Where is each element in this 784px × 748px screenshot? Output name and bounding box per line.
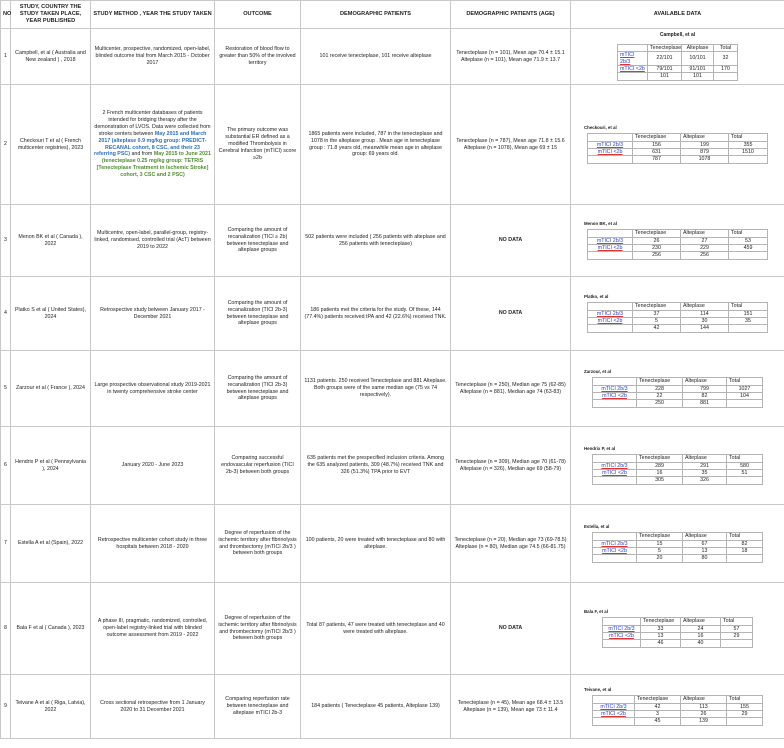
contingency-row xyxy=(588,148,768,155)
age-alteplase: Alteplase (n = 80), Median age 74.5 (66-81.75) xyxy=(455,543,566,550)
contingency-row xyxy=(588,244,768,251)
contingency-corner xyxy=(593,378,637,385)
contingency-total-row xyxy=(588,156,768,163)
contingency-value: 20 xyxy=(637,555,683,562)
contingency-header: Tenecteplase xyxy=(633,303,681,310)
contingency-row xyxy=(588,317,768,324)
contingency-value: 32 xyxy=(714,52,738,66)
contingency-header: Total xyxy=(727,696,763,703)
contingency-header: Alteplase xyxy=(683,378,727,385)
contingency-row xyxy=(593,710,763,717)
header-outcome: OUTCOME xyxy=(215,1,301,29)
contingency-table xyxy=(592,532,763,562)
method-tenecteplase-cohort: May 2015 to June 2021 (tenecteplase 0.25 mg/kg group: TETRIS [Tenecteplase Treatment in Ischemic Stroke] cohort, 3 CSC and 2 PSC) xyxy=(96,151,211,178)
table-row xyxy=(1,351,784,427)
contingency-row-label: mTICI 2b/3 xyxy=(588,310,633,317)
method-cell: Multicentre, open-label, parallel-group, registry-linked, randomised, controlled trial (AcT) between 2019 to 2022 xyxy=(91,205,215,277)
contingency-value xyxy=(588,252,633,259)
available-data-title: Bala F, et al xyxy=(584,609,608,615)
contingency-header-row xyxy=(588,230,768,237)
contingency-header-row xyxy=(588,303,768,310)
contingency-value: 16 xyxy=(637,469,683,476)
method-cell: Retrospective multicenter cohort study in three hospitals between 2018 - 2020 xyxy=(91,505,215,583)
contingency-header: Total xyxy=(727,378,763,385)
outcome-cell: Comparing the amount of recanalization (TICI 2b-3) between tenecteplase and alteplase groups xyxy=(215,277,301,351)
contingency-value: 26 xyxy=(681,710,727,717)
contingency-row xyxy=(593,703,763,710)
method-cell: Large prospective observational study 2019-2021 in twenty comprehensive stroke center xyxy=(91,351,215,427)
contingency-corner xyxy=(588,303,633,310)
header-demographic: DEMOGRAPHIC PATIENTS xyxy=(301,1,451,29)
contingency-value: 291 xyxy=(683,462,727,469)
header-row xyxy=(1,1,784,29)
contingency-value: 155 xyxy=(727,703,763,710)
contingency-value: 27 xyxy=(681,237,729,244)
contingency-value: 250 xyxy=(637,400,683,407)
contingency-value: 289 xyxy=(637,462,683,469)
row-number: 6 xyxy=(1,427,11,505)
contingency-value: 326 xyxy=(683,477,727,484)
contingency-row xyxy=(593,547,763,554)
contingency-value: 787 xyxy=(633,156,681,163)
contingency-value: 24 xyxy=(681,625,721,632)
contingency-header: Tenecteplase xyxy=(633,230,681,237)
contingency-header: Total xyxy=(729,303,768,310)
available-data-cell xyxy=(571,85,784,205)
demographic-cell: 1865 patients were included, 787 in the tenecteplase and 1078 in the alteplase group . Mean age in tenecteplase group : 71.8 years old, meanwhile mean age in alteplase group: 69 years old. xyxy=(301,85,451,205)
contingency-value: 631 xyxy=(633,148,681,155)
contingency-row-label: mTICI <2b xyxy=(593,392,637,399)
contingency-value xyxy=(729,325,768,332)
contingency-value: 13 xyxy=(641,632,681,639)
outcome-cell: Comparing successful endovascular reperfusion (TICI 2b-3) between both groups xyxy=(215,427,301,505)
contingency-value: 42 xyxy=(635,703,681,710)
contingency-value: 139 xyxy=(681,718,727,725)
contingency-header-row xyxy=(593,378,763,385)
contingency-row xyxy=(593,469,763,476)
contingency-header: Total xyxy=(729,134,768,141)
outcome-cell: The primary outcome was substantial ER defined as a modified Thrombolysis in Cerebral Infarction (mTICI) score ≥2b xyxy=(215,85,301,205)
contingency-value: 580 xyxy=(727,462,763,469)
contingency-value: 15 xyxy=(637,540,683,547)
contingency-row xyxy=(593,385,763,392)
contingency-value: 256 xyxy=(633,252,681,259)
contingency-total-row xyxy=(603,640,753,647)
contingency-value: 104 xyxy=(727,392,763,399)
contingency-value: 256 xyxy=(681,252,729,259)
contingency-value: 67 xyxy=(683,540,727,547)
contingency-value: 37 xyxy=(633,310,681,317)
contingency-value: 799 xyxy=(683,385,727,392)
contingency-row xyxy=(603,632,753,639)
contingency-value: 16 xyxy=(681,632,721,639)
contingency-row-label: mTICI 2b/3 xyxy=(603,625,641,632)
contingency-value xyxy=(593,718,635,725)
contingency-value: 1027 xyxy=(727,385,763,392)
contingency-value xyxy=(714,73,738,80)
contingency-total-row xyxy=(618,73,738,80)
table-row xyxy=(1,29,784,85)
contingency-value: 5 xyxy=(633,317,681,324)
contingency-value: 33 xyxy=(641,625,681,632)
available-data-cell xyxy=(571,29,784,85)
age-cell xyxy=(451,427,571,505)
age-cell xyxy=(451,351,571,427)
method-cell: January 2020 - June 2023 xyxy=(91,427,215,505)
header-demographic-age: DEMOGRAPHIC PATIENTS (AGE) xyxy=(451,1,571,29)
row-number: 7 xyxy=(1,505,11,583)
contingency-header-row xyxy=(618,44,738,51)
row-number: 5 xyxy=(1,351,11,427)
contingency-row xyxy=(618,65,738,72)
row-number: 8 xyxy=(1,583,11,675)
available-data-title: Estella, et al xyxy=(584,524,610,530)
contingency-value xyxy=(727,400,763,407)
contingency-header-row xyxy=(593,455,763,462)
study-cell: Platko S et al ( United States), 2024 xyxy=(11,277,91,351)
contingency-value: 228 xyxy=(637,385,683,392)
available-data-title: Hendrix P, et al xyxy=(584,446,616,452)
age-tenecteplase: Tenecteplase (n = 20), Median age 73 (69-78.5) xyxy=(454,536,567,543)
contingency-header: Tenecteplase xyxy=(641,618,681,625)
contingency-header: Tenecteplase xyxy=(637,533,683,540)
contingency-value: 156 xyxy=(633,141,681,148)
contingency-value: 144 xyxy=(681,325,729,332)
contingency-value xyxy=(729,156,768,163)
age-no-data: NO DATA xyxy=(451,583,571,675)
contingency-header: Total xyxy=(729,230,768,237)
contingency-header: Tenecteplase xyxy=(648,44,682,51)
table-row xyxy=(1,277,784,351)
contingency-value: 51 xyxy=(727,469,763,476)
available-data-cell xyxy=(571,505,784,583)
contingency-table xyxy=(592,454,763,484)
header-no: NO xyxy=(1,1,11,29)
age-cell xyxy=(451,675,571,739)
available-data-cell xyxy=(571,277,784,351)
contingency-value: 3 xyxy=(635,710,681,717)
row-number: 9 xyxy=(1,675,11,739)
contingency-corner xyxy=(618,44,648,51)
contingency-row-label: mTICI <2b xyxy=(618,65,648,72)
contingency-value: 26 xyxy=(633,237,681,244)
contingency-value xyxy=(593,477,637,484)
method-cell: A phase III, pragmatic, randomized, controlled, open-label registry-linked trial with blinded outcome assessment from 2019 - 2022 xyxy=(91,583,215,675)
contingency-value: 40 xyxy=(681,640,721,647)
available-data-cell xyxy=(571,675,784,739)
study-cell: Bala F et al ( Canada ), 2023 xyxy=(11,583,91,675)
contingency-value xyxy=(727,718,763,725)
contingency-value: 79/101 xyxy=(648,65,682,72)
contingency-total-row xyxy=(593,718,763,725)
contingency-row xyxy=(588,237,768,244)
contingency-value: 230 xyxy=(633,244,681,251)
method-text: 2 French multicenter databases of patients intended for bridging therapy after the demonstration of LVOS. Data were collected from stroke centers between xyxy=(94,110,211,137)
contingency-row-label: mTICI 2b/3 xyxy=(593,540,637,547)
contingency-value xyxy=(729,252,768,259)
available-data-title: Platko, et al xyxy=(584,294,609,300)
contingency-header: Alteplase xyxy=(683,455,727,462)
contingency-value: 18 xyxy=(727,547,763,554)
contingency-corner xyxy=(593,533,637,540)
demographic-cell: 100 patients, 20 were treated with tenecteplase and 80 with alteplase. xyxy=(301,505,451,583)
demographic-cell: 184 patients ( Tenecteplase 45 patients, Alteplase 139) xyxy=(301,675,451,739)
header-available-data: AVAILABLE DATA xyxy=(571,1,784,29)
contingency-row-label: mTICI <2b xyxy=(593,710,635,717)
row-number: 2 xyxy=(1,85,11,205)
contingency-header: Alteplase xyxy=(681,134,729,141)
study-cell: Hendrix P et al ( Pennsylvania ), 2024 xyxy=(11,427,91,505)
study-cell: Teivane A et al ( Riga, Latvia), 2022 xyxy=(11,675,91,739)
age-tenecteplase: Tenecteplase (n = 309), Median age 70 (61-78) xyxy=(455,458,566,465)
age-tenecteplase: Tenecteplase (n = 101), Mean age 70.4 ± 15.1 xyxy=(456,49,565,56)
contingency-header: Alteplase xyxy=(681,303,729,310)
contingency-value: 82 xyxy=(727,540,763,547)
age-tenecteplase: Tenecteplase (n = 45), Mean age 68.4 ± 13.5 xyxy=(457,699,564,706)
study-cell: Menon BK et al ( Canada ), 2022 xyxy=(11,205,91,277)
age-cell xyxy=(451,505,571,583)
contingency-corner xyxy=(593,455,637,462)
contingency-total-row xyxy=(593,400,763,407)
contingency-header: Total xyxy=(727,533,763,540)
header-method: STUDY METHOD , YEAR THE STUDY TAKEN xyxy=(91,1,215,29)
contingency-value: 35 xyxy=(729,317,768,324)
contingency-value: 101 xyxy=(648,73,682,80)
age-cell xyxy=(451,85,571,205)
method-cell: Cross sectional retrospective from 1 January 2020 to 31 December 2021 xyxy=(91,675,215,739)
demographic-cell: 635 patients met the prespecified inclusion criteria. Among the 635 analyzed patients, 309 (48.7%) received TNK and 326 (51.3%) TPA prior to EVT xyxy=(301,427,451,505)
contingency-corner xyxy=(603,618,641,625)
contingency-table xyxy=(587,133,768,163)
contingency-corner xyxy=(588,230,633,237)
method-text: and from xyxy=(129,151,154,158)
contingency-corner xyxy=(593,696,635,703)
age-alteplase: Alteplase (n = 1078), Mean age 69 ± 15 xyxy=(463,144,558,151)
contingency-value: 46 xyxy=(641,640,681,647)
contingency-value: 114 xyxy=(681,310,729,317)
contingency-value: 879 xyxy=(681,148,729,155)
contingency-value: 5 xyxy=(637,547,683,554)
demographic-cell: 101 receive tenecteplase, 101 receive alteplase xyxy=(301,29,451,85)
contingency-value: 101 xyxy=(682,73,714,80)
study-cell: Estella A et al (Spain), 2022 xyxy=(11,505,91,583)
contingency-row-label: mTICI <2b xyxy=(588,148,633,155)
method-cell: Multicenter, prospective, randomized, open-label, blinded outcome trial from March 2015 - October 2017 xyxy=(91,29,215,85)
contingency-value xyxy=(727,477,763,484)
table-row xyxy=(1,675,784,739)
contingency-header-row xyxy=(593,696,763,703)
contingency-header: Total xyxy=(727,455,763,462)
age-no-data: NO DATA xyxy=(451,205,571,277)
contingency-value: 170 xyxy=(714,65,738,72)
contingency-header-row xyxy=(593,533,763,540)
contingency-header: Total xyxy=(721,618,753,625)
contingency-value: 22/101 xyxy=(648,52,682,66)
contingency-row xyxy=(593,392,763,399)
contingency-header: Tenecteplase xyxy=(633,134,681,141)
contingency-total-row xyxy=(593,477,763,484)
contingency-value: 42 xyxy=(633,325,681,332)
contingency-corner xyxy=(588,134,633,141)
outcome-cell: Comparing the amount of recanalization (TICI 2b-3) between tenecteplase and alteplase groups xyxy=(215,351,301,427)
contingency-row xyxy=(588,141,768,148)
contingency-header: Alteplase xyxy=(681,696,727,703)
table-row xyxy=(1,205,784,277)
contingency-row-label: mTICI <2b xyxy=(588,244,633,251)
contingency-value: 459 xyxy=(729,244,768,251)
study-cell: Checkouri T et al ( French multicenter registries), 2023 xyxy=(11,85,91,205)
contingency-value: 29 xyxy=(727,710,763,717)
contingency-value xyxy=(618,73,648,80)
contingency-total-row xyxy=(593,555,763,562)
contingency-table xyxy=(602,617,753,647)
contingency-header-row xyxy=(603,618,753,625)
contingency-value xyxy=(588,156,633,163)
contingency-total-row xyxy=(588,252,768,259)
contingency-value: 53 xyxy=(729,237,768,244)
contingency-header: Total xyxy=(714,44,738,51)
demographic-cell: 186 patients met the criteria for the study. Of these, 144 (77.4%) patients received tPA and 42 (22.6%) received TNK. xyxy=(301,277,451,351)
available-data-cell xyxy=(571,583,784,675)
contingency-row xyxy=(593,540,763,547)
study-cell: Zarzour et al ( France ), 2024 xyxy=(11,351,91,427)
outcome-cell: Restoration of blood flow to greater than 50% of the involved territory xyxy=(215,29,301,85)
table-row xyxy=(1,427,784,505)
contingency-header: Alteplase xyxy=(683,533,727,540)
available-data-title: Campbell, et al xyxy=(659,32,696,39)
table-row xyxy=(1,583,784,675)
contingency-value: 35 xyxy=(683,469,727,476)
demographic-cell: 1131 patients. 250 received Tenecteplase and 881 Alteplase. Both groups were of the same median age (75 vs 74 respectively). xyxy=(301,351,451,427)
contingency-value: 355 xyxy=(729,141,768,148)
contingency-value: 57 xyxy=(721,625,753,632)
contingency-value: 91/101 xyxy=(682,65,714,72)
contingency-header-row xyxy=(588,134,768,141)
contingency-value: 113 xyxy=(681,703,727,710)
study-cell: Campbell, et al ( Australia and New zealand ) , 2018 xyxy=(11,29,91,85)
contingency-row-label: mTICI 2b/3 xyxy=(593,703,635,710)
age-no-data: NO DATA xyxy=(451,277,571,351)
contingency-header: Tenecteplase xyxy=(637,455,683,462)
row-number: 3 xyxy=(1,205,11,277)
method-alteplase-cohort: May 2015 and March 2017 (alteplase 0.9 mg/kg group: PREDICT-RECANAL cohort, 8 CSC, and their 23 referring PSC) xyxy=(94,130,207,158)
contingency-table xyxy=(592,377,763,407)
age-cell xyxy=(451,29,571,85)
table-row xyxy=(1,505,784,583)
contingency-value xyxy=(593,555,637,562)
contingency-total-row xyxy=(588,325,768,332)
contingency-row xyxy=(618,52,738,66)
demographic-cell: 502 patients were included ( 256 patients with alteplase and 256 patients with tenecteplase) xyxy=(301,205,451,277)
method-cell: Retrospective study between January 2017 - December 2021 xyxy=(91,277,215,351)
contingency-value xyxy=(588,325,633,332)
age-alteplase: Alteplase (n = 326), Median age 69 (58-79) xyxy=(459,465,562,472)
available-data-title: Checkouri, et al xyxy=(584,125,617,131)
contingency-row-label: mTICI 2b/3 xyxy=(593,385,637,392)
contingency-table xyxy=(587,229,768,259)
contingency-row-label: mTICI <2b xyxy=(593,547,637,554)
available-data-cell xyxy=(571,205,784,277)
contingency-value: 30 xyxy=(681,317,729,324)
contingency-value: 1078 xyxy=(681,156,729,163)
header-study: STUDY, COUNTRY THE STUDY TAKEN PLACE, YEAR PUBLISHED xyxy=(11,1,91,29)
contingency-value: 22 xyxy=(637,392,683,399)
outcome-cell: Comparing reperfusion rate between tenecteplase and alteplase mTICI 2b-3 xyxy=(215,675,301,739)
contingency-header: Alteplase xyxy=(682,44,714,51)
contingency-value: 305 xyxy=(637,477,683,484)
contingency-value: 82 xyxy=(683,392,727,399)
contingency-header: Alteplase xyxy=(681,230,729,237)
row-number: 1 xyxy=(1,29,11,85)
contingency-row-label: mTICI <2b xyxy=(593,469,637,476)
contingency-value xyxy=(727,555,763,562)
contingency-value: 80 xyxy=(683,555,727,562)
contingency-row-label: mTICI <2b xyxy=(603,632,641,639)
contingency-row xyxy=(603,625,753,632)
demographic-cell: Total 87 patients, 47 were treated with tenecteplase and 40 were treated with alteplase. xyxy=(301,583,451,675)
contingency-row-label: mTICI 2b/3 xyxy=(593,462,637,469)
age-alteplase: Alteplase (n = 881), Median age 74 (63-83) xyxy=(459,388,562,395)
contingency-value: 229 xyxy=(681,244,729,251)
contingency-table xyxy=(587,302,768,332)
contingency-value xyxy=(721,640,753,647)
contingency-value: 199 xyxy=(681,141,729,148)
contingency-value: 45 xyxy=(635,718,681,725)
row-number: 4 xyxy=(1,277,11,351)
contingency-row xyxy=(588,310,768,317)
contingency-value: 29 xyxy=(721,632,753,639)
contingency-header: Tenecteplase xyxy=(635,696,681,703)
available-data-title: Zarzour, et al xyxy=(584,369,612,375)
contingency-row-label: mTICI 2b/3 xyxy=(618,52,648,66)
contingency-row xyxy=(593,462,763,469)
outcome-cell: Degree of reperfusion of the ischemic territory after fibrinolysis and thrombectomy (mTICI 2b/3 ) between both groups xyxy=(215,505,301,583)
contingency-row-label: mTICI 2b/3 xyxy=(588,237,633,244)
contingency-value xyxy=(593,400,637,407)
contingency-header: Alteplase xyxy=(681,618,721,625)
available-data-title: Teivane, et al xyxy=(584,687,612,693)
method-cell xyxy=(91,85,215,205)
contingency-value: 151 xyxy=(729,310,768,317)
outcome-cell: Comparing the amount of recanalization (TICI ≥ 2b) between tenecteplase and alteplase groups xyxy=(215,205,301,277)
age-tenecteplase: Tenecteplase (n = 787), Mean age 71.8 ± 15.6 xyxy=(456,137,565,144)
contingency-value: 881 xyxy=(683,400,727,407)
available-data-title: Menon BK, et al xyxy=(584,221,617,227)
age-tenecteplase: Tenecteplase (n = 250), Median age 75 (62-85) xyxy=(455,381,566,388)
contingency-value: 13 xyxy=(683,547,727,554)
contingency-value: 10/101 xyxy=(682,52,714,66)
outcome-cell: Degree of reperfusion of the ischemic territory after fibrinolysis and thrombectomy (mTICI 2b/3 ) between both groups xyxy=(215,583,301,675)
available-data-cell xyxy=(571,427,784,505)
age-alteplase: Alteplase (n = 139), Mean age 73 ± 11.4 xyxy=(463,706,558,713)
available-data-cell xyxy=(571,351,784,427)
contingency-table xyxy=(592,695,763,725)
contingency-header: Tenecteplase xyxy=(637,378,683,385)
table-row xyxy=(1,85,784,205)
contingency-table xyxy=(617,44,738,81)
contingency-row-label: mTICI 2b/3 xyxy=(588,141,633,148)
contingency-value: 1510 xyxy=(729,148,768,155)
contingency-value xyxy=(603,640,641,647)
age-alteplase: Alteplase (n = 101), Mean age 71.9 ± 13.7 xyxy=(460,56,561,63)
contingency-row-label: mTICI <2b xyxy=(588,317,633,324)
